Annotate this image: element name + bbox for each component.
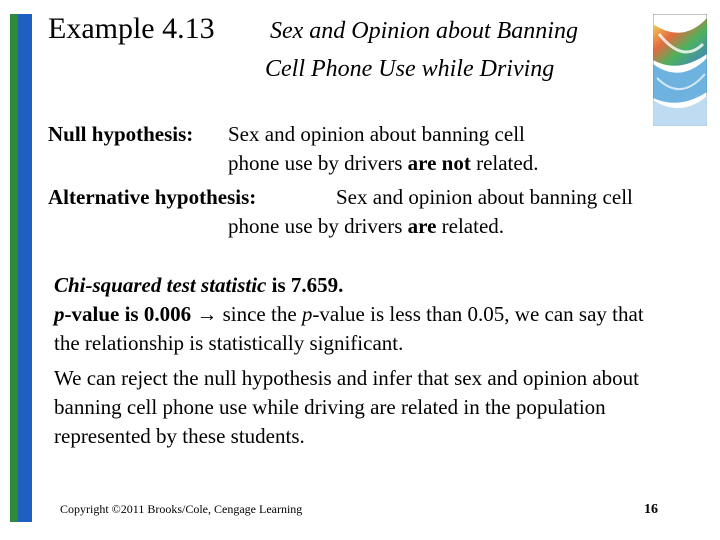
alternative-hypothesis-line2	[228, 212, 504, 241]
alt-line2-text: phone use by drivers	[228, 214, 408, 238]
title-subtitle-line1: Sex and Opinion about Banning	[270, 18, 578, 44]
null-hypothesis-label: Null hypothesis:	[48, 122, 194, 146]
p-value-conclusion: -value is less than 0.05, we can say that the relationship is statistically significant.	[54, 302, 644, 355]
alt-line2-end: related.	[436, 214, 505, 238]
publisher-logo-icon	[653, 14, 707, 126]
page-number: 16	[644, 502, 658, 517]
alternative-hypothesis-label: Alternative hypothesis:	[48, 185, 257, 209]
p-since-text: since the	[217, 302, 302, 326]
conclusion-statement: We can reject the null hypothesis and infer that sex and opinion about banning cell phone use while driving are related in the population represented by these students.	[54, 366, 639, 448]
null-line2-emphasis: are not	[407, 151, 471, 175]
title-subtitle-line2: Cell Phone Use while Driving	[265, 56, 555, 82]
left-accent-bar-green	[10, 14, 18, 522]
null-line2-text: phone use by drivers	[228, 151, 408, 175]
p-letter: p	[54, 302, 65, 326]
p-letter-2: p	[301, 302, 313, 326]
test-results	[54, 271, 674, 451]
left-accent-bar-blue	[18, 14, 32, 522]
alt-line2-emphasis: are	[407, 214, 437, 238]
copyright-text: Copyright ©2011 Brooks/Cole, Cengage Learning	[60, 502, 303, 516]
title-main: Example 4.13	[48, 12, 215, 45]
null-hypothesis-line2	[228, 149, 538, 178]
arrow-right-icon: →	[196, 302, 218, 326]
null-line2-end: related.	[470, 151, 539, 175]
chi-squared-term: Chi-squared test statistic	[54, 273, 267, 297]
p-value-statement	[54, 300, 674, 358]
alternative-hypothesis-line1: Sex and opinion about banning cell	[336, 185, 633, 209]
chi-squared-statement	[54, 271, 674, 300]
null-hypothesis-line1: Sex and opinion about banning cell	[228, 122, 525, 146]
chi-squared-value: is 7.659.	[266, 273, 344, 297]
p-value: -value is 0.006	[64, 302, 192, 326]
